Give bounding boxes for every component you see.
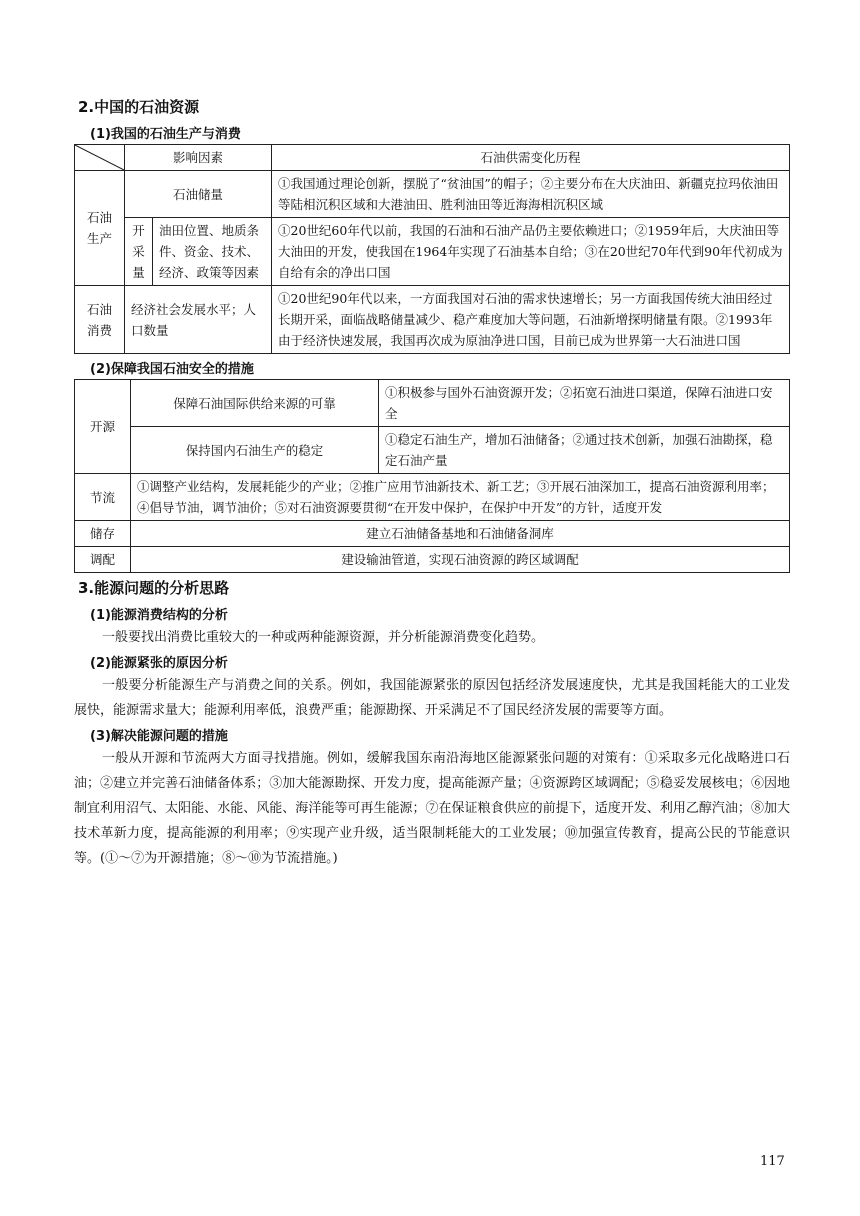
jieliu-text: ①调整产业结构，发展耗能少的产业；②推广应用节油新技术、新工艺；③开展石油深加工，提高石油资源利用率；④倡导节油，调节油价；⑤对石油资源要贯彻“在开发中保护，在保护中开发”的方针，适度开发 bbox=[131, 474, 790, 521]
subtitle-oil-security: (2)保障我国石油安全的措施 bbox=[90, 362, 254, 377]
mining-factors: 油田位置、地质条件、资金、技术、经济、政策等因素 bbox=[153, 218, 272, 286]
production-label: 石油 生产 bbox=[75, 171, 125, 286]
subtitle-shortage-causes: (2)能源紧张的原因分析 bbox=[90, 656, 228, 671]
section-title-energy-analysis: 3.能源问题的分析思路 bbox=[78, 579, 230, 597]
jieliu-label: 节流 bbox=[75, 474, 131, 521]
paragraph-shortage-causes: 一般要分析能源生产与消费之间的关系。例如，我国能源紧张的原因包括经济发展速度快，尤其是我国耗能大的工业发展快，能源需求量大；能源利用率低，浪费严重；能源勘探、开采满足不了国民经济发展的需要等方面。 bbox=[74, 678, 790, 718]
mining-label: 开 采 量 bbox=[125, 218, 153, 286]
oil-security-table bbox=[74, 379, 790, 573]
header-factor: 影响因素 bbox=[125, 145, 272, 171]
mining-text: ①20世纪60年代以前，我国的石油和石油产品仍主要依赖进口；②1959年后，大庆油田等大油田的开发，使我国在1964年实现了石油基本自给；③在20世纪70年代到90年代初成为自给有余的净出口国 bbox=[272, 218, 790, 286]
paragraph-solutions: 一般从开源和节流两大方面寻找措施。例如，缓解我国东南沿海地区能源紧张问题的对策有：①采取多元化战略进口石油；②建立并完善石油储备体系；③加大能源勘探、开发力度，提高能源产量；④资源跨区域调配；⑤稳妥发展核电；⑥因地制宜利用沼气、太阳能、水能、风能、海洋能等可再生能源；⑦在保证粮食供应的前提下，适度开发、利用乙醇汽油；⑧加大技术革新力度，提高能源的利用率；⑨实现产业升级，适当限制耗能大的工业发展；⑩加强宣传教育，提高公民的节能意识等。(①～⑦为开源措施；⑧～⑩为节流措施。) bbox=[74, 751, 790, 866]
paragraph-consumption-structure: 一般要找出消费比重较大的一种或两种能源资源，并分析能源消费变化趋势。 bbox=[102, 630, 545, 645]
subtitle-production-consumption: (1)我国的石油生产与消费 bbox=[90, 127, 241, 142]
consumption-text: ①20世纪90年代以来，一方面我国对石油的需求快速增长；另一方面我国传统大油田经过长期开采，面临战略储量减少、稳产难度加大等问题，石油新增探明储量有限。②1993年由于经济快速发展，我国再次成为原油净进口国，目前已成为世界第一大石油进口国 bbox=[272, 286, 790, 354]
page-number: 117 bbox=[760, 1154, 785, 1169]
tiaopei-text: 建设输油管道，实现石油资源的跨区域调配 bbox=[131, 547, 790, 573]
intl-supply-label: 保障石油国际供给来源的可靠 bbox=[131, 380, 379, 427]
header-history: 石油供需变化历程 bbox=[272, 145, 790, 171]
reserve-text: ①我国通过理论创新，摆脱了“贫油国”的帽子；②主要分布在大庆油田、新疆克拉玛依油田等陆相沉积区域和大港油田、胜利油田等近海海相沉积区域 bbox=[272, 171, 790, 218]
consumption-label: 石油 消费 bbox=[75, 286, 125, 354]
kaiyuan-label: 开源 bbox=[75, 380, 131, 474]
tiaopei-label: 调配 bbox=[75, 547, 131, 573]
document-page bbox=[74, 96, 790, 873]
subtitle-consumption-structure: (1)能源消费结构的分析 bbox=[90, 608, 228, 623]
chucun-text: 建立石油储备基地和石油储备洞库 bbox=[131, 521, 790, 547]
section-title-oil-resources: 2.中国的石油资源 bbox=[78, 98, 200, 116]
chucun-label: 储存 bbox=[75, 521, 131, 547]
intl-supply-text: ①积极参与国外石油资源开发；②拓宽石油进口渠道，保障石油进口安全 bbox=[379, 380, 790, 427]
subtitle-solutions: (3)解决能源问题的措施 bbox=[90, 729, 228, 744]
domestic-production-label: 保持国内石油生产的稳定 bbox=[131, 427, 379, 474]
oil-production-consumption-table bbox=[74, 144, 790, 354]
domestic-production-text: ①稳定石油生产，增加石油储备；②通过技术创新，加强石油勘探，稳定石油产量 bbox=[379, 427, 790, 474]
diagonal-header-cell bbox=[75, 145, 125, 171]
reserve-label: 石油储量 bbox=[125, 171, 272, 218]
consumption-factors: 经济社会发展水平；人口数量 bbox=[125, 286, 272, 354]
